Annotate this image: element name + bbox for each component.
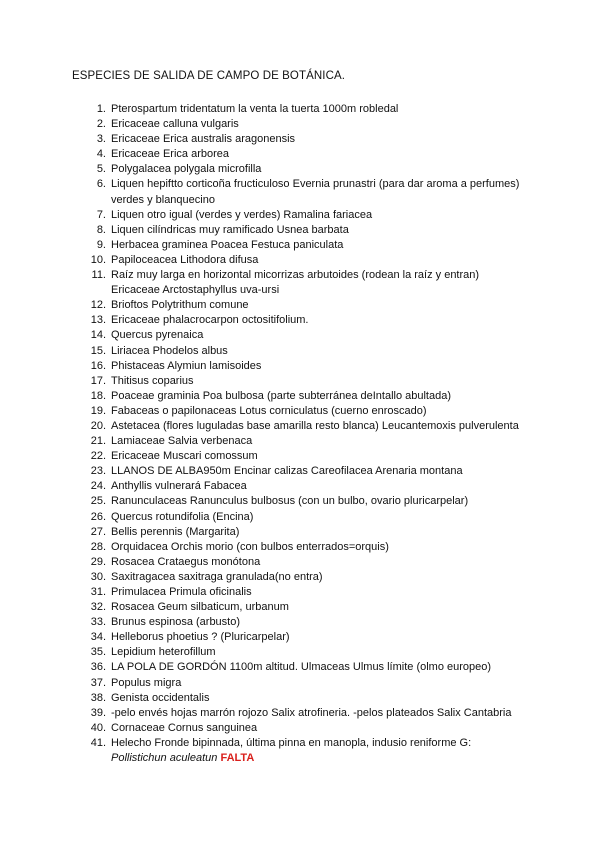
list-item <box>0 238 600 253</box>
list-item-text <box>111 117 531 132</box>
list-item-line: Brioftos Polytrithum comune <box>111 299 249 312</box>
list-item <box>0 736 600 766</box>
list-item <box>0 177 600 207</box>
list-item-text <box>111 449 531 464</box>
list-item-number: 41. <box>90 736 106 749</box>
list-item-line: Liquen otro igual (verdes y verdes) Ramalina fariacea <box>111 208 373 221</box>
list-item-number: 33. <box>90 616 106 629</box>
list-item-number: 32. <box>90 601 106 614</box>
list-item-line: Liquen hepiftto corticoña fructiculoso Evernia prunastri (para dar aroma a perfumes) <box>111 178 520 191</box>
list-item <box>0 328 600 343</box>
list-item-number: 17. <box>90 374 106 387</box>
list-item-number: 21. <box>90 435 106 448</box>
list-item-number: 6. <box>96 178 106 191</box>
list-item-number: 23. <box>90 465 106 478</box>
list-item-number: 25. <box>90 495 106 508</box>
list-item <box>0 645 600 660</box>
list-item <box>0 555 600 570</box>
list-item <box>0 525 600 540</box>
list-item-number: 29. <box>90 555 106 568</box>
list-item-line: LLANOS DE ALBA950m Encinar calizas Careofilacea Arenaria montana <box>111 465 463 478</box>
list-item-text <box>111 328 531 343</box>
list-item-line: Primulacea Primula oficinalis <box>111 586 252 598</box>
list-item-continuation: Ericaceae Arctostaphyllus uva-ursi <box>111 284 280 297</box>
list-item-text <box>111 344 531 359</box>
list-item-number: 14. <box>90 329 106 342</box>
list-item-line: Helecho Fronde bipinnada, última pinna en manopla, indusio reniforme G: <box>111 736 472 749</box>
list-item-line: Ericaceae Erica arborea <box>111 148 230 161</box>
list-item-text <box>111 132 531 147</box>
list-item <box>0 721 600 736</box>
list-item <box>0 419 600 434</box>
list-item-line: LA POLA DE GORDÓN 1100m altitud. Ulmaceas Ulmus límite (olmo europeo) <box>111 661 492 674</box>
species-list <box>0 102 600 766</box>
list-item-text <box>111 479 531 494</box>
list-item-text <box>111 298 531 313</box>
list-item-line: -pelo envés hojas marrón rojozo Salix atrofineria. -pelos plateados Salix Cantabria <box>111 706 512 719</box>
list-item-number: 5. <box>96 163 106 176</box>
list-item-text <box>111 691 531 706</box>
list-item-line: Lepidium heterofillum <box>111 646 216 659</box>
list-item-text <box>111 419 531 434</box>
list-item <box>0 585 600 600</box>
list-item-number: 28. <box>90 540 106 553</box>
list-item-number: 38. <box>90 691 106 704</box>
list-item <box>0 268 600 298</box>
list-item-number: 27. <box>90 525 106 538</box>
list-item-number: 10. <box>90 253 106 266</box>
list-item-number: 15. <box>90 344 106 357</box>
list-item-text <box>111 676 531 691</box>
list-item-line: Poaceae graminia Poa bulbosa (parte subterránea deIntallo abultada) <box>111 389 452 402</box>
list-item <box>0 223 600 238</box>
list-item-line: Genista occidentalis <box>111 691 210 704</box>
list-item-number: 16. <box>90 359 106 372</box>
list-item-line: Ericaceae Erica australis aragonensis <box>111 133 296 146</box>
list-item-line: Saxitragacea saxitraga granulada(no entra) <box>111 570 323 583</box>
list-item-text <box>111 600 531 615</box>
list-item-text <box>111 525 531 540</box>
list-item <box>0 359 600 374</box>
list-item-line: Ericaceae phalacrocarpon octositifolium. <box>111 314 309 327</box>
list-item-number: 11. <box>91 269 106 282</box>
list-item-line: Liriacea Phodelos albus <box>111 344 228 357</box>
list-item <box>0 389 600 404</box>
list-item-text <box>111 540 531 555</box>
list-item-line: Polygalacea polygala microfilla <box>111 163 262 176</box>
list-item-text <box>111 555 531 570</box>
list-item-line: Brunus espinosa (arbusto) <box>111 616 241 629</box>
list-item <box>0 404 600 419</box>
list-item-number: 19. <box>90 404 106 417</box>
list-item-text <box>111 736 531 766</box>
list-item <box>0 162 600 177</box>
list-item-text <box>111 268 531 298</box>
list-item-number: 9. <box>96 238 106 251</box>
list-item <box>0 600 600 615</box>
list-item-line: Ranunculaceas Ranunculus bulbosus (con un bulbo, ovario pluricarpelar) <box>111 495 469 508</box>
list-item-number: 20. <box>90 419 106 432</box>
list-item <box>0 570 600 585</box>
list-item-text <box>111 313 531 328</box>
list-item <box>0 208 600 223</box>
list-item-text <box>111 223 531 238</box>
list-item-text <box>111 389 531 404</box>
list-item-text <box>111 434 531 449</box>
list-item-number: 13. <box>90 314 106 327</box>
list-item-line: Orquidacea Orchis morio (con bulbos enterrados=orquis) <box>111 540 389 553</box>
list-item <box>0 706 600 721</box>
list-item-line: Ericaceae calluna vulgaris <box>111 118 239 131</box>
list-item-text <box>111 510 531 525</box>
list-item-number: 31. <box>90 586 106 598</box>
list-item-line: Pterospartum tridentatum la venta la tuerta 1000m robledal <box>111 103 399 115</box>
list-item-number: 1. <box>96 103 106 115</box>
list-item-number: 39. <box>90 706 106 719</box>
list-item <box>0 117 600 132</box>
list-item-text <box>111 162 531 177</box>
list-item <box>0 102 600 117</box>
list-item-text <box>111 585 531 600</box>
list-item <box>0 464 600 479</box>
list-item-text <box>111 177 531 207</box>
list-item-line: Populus migra <box>111 676 182 689</box>
list-item-number: 3. <box>96 133 106 146</box>
list-item-line: Thitisus coparius <box>111 374 194 387</box>
list-item-continuation <box>111 751 531 766</box>
list-item-text <box>111 374 531 389</box>
list-item-line: Papiloceacea Lithodora difusa <box>111 253 259 266</box>
list-item-text <box>111 630 531 645</box>
missing-flag: FALTA <box>220 752 255 765</box>
list-item <box>0 510 600 525</box>
list-item-line: Lamiaceae Salvia verbenaca <box>111 435 253 448</box>
list-item-number: 36. <box>90 661 106 674</box>
scientific-name: Pollistichun aculeatun <box>111 752 218 765</box>
list-item-number: 4. <box>96 148 106 161</box>
list-item-text <box>111 721 531 736</box>
list-item-text <box>111 660 531 675</box>
document-title: ESPECIES DE SALIDA DE CAMPO DE BOTÁNICA. <box>72 70 346 82</box>
list-item <box>0 630 600 645</box>
list-item-text <box>111 102 531 117</box>
list-item <box>0 676 600 691</box>
list-item <box>0 660 600 675</box>
list-item-text <box>111 706 531 721</box>
list-item-number: 12. <box>90 299 106 312</box>
list-item <box>0 298 600 313</box>
list-item-number: 24. <box>90 480 106 493</box>
list-item <box>0 479 600 494</box>
list-item-number: 8. <box>96 223 106 236</box>
list-item-line: Astetacea (flores luguladas base amarilla resto blanca) Leucantemoxis pulverulenta <box>111 419 519 432</box>
list-item-text <box>111 570 531 585</box>
list-item <box>0 132 600 147</box>
list-item <box>0 615 600 630</box>
list-item <box>0 253 600 268</box>
list-item-text <box>111 494 531 509</box>
list-item-line: Raíz muy larga en horizontal micorrizas arbutoides (rodean la raíz y entran) <box>111 269 480 282</box>
list-item <box>0 540 600 555</box>
list-item-text <box>111 645 531 660</box>
list-item <box>0 449 600 464</box>
list-item-line: Herbacea graminea Poacea Festuca paniculata <box>111 238 344 251</box>
list-item <box>0 434 600 449</box>
list-item <box>0 691 600 706</box>
list-item-line: Ericaceae Muscari comossum <box>111 450 258 463</box>
list-item-line: Fabaceas o papilonaceas Lotus corniculatus (cuerno enroscado) <box>111 404 427 417</box>
list-item-line: Rosacea Geum silbaticum, urbanum <box>111 601 289 614</box>
list-item-text <box>111 359 531 374</box>
list-item-line: Helleborus phoetius ? (Pluricarpelar) <box>111 631 290 644</box>
list-item-number: 22. <box>90 450 106 463</box>
list-item <box>0 147 600 162</box>
list-item-text <box>111 253 531 268</box>
list-item-number: 26. <box>90 510 106 523</box>
list-item-number: 37. <box>90 676 106 689</box>
list-item-continuation: verdes y blanquecino <box>111 193 215 206</box>
list-item-text <box>111 464 531 479</box>
list-item-text <box>111 615 531 630</box>
list-item-line: Anthyllis vulnerará Fabacea <box>111 480 247 493</box>
list-item-text <box>111 238 531 253</box>
list-item-line: Quercus rotundifolia (Encina) <box>111 510 254 523</box>
list-item <box>0 344 600 359</box>
list-item-number: 2. <box>96 118 106 131</box>
list-item-number: 18. <box>90 389 106 402</box>
list-item-text <box>111 404 531 419</box>
list-item-number: 34. <box>90 631 106 644</box>
list-item-line: Rosacea Crataegus monótona <box>111 555 261 568</box>
list-item-line: Bellis perennis (Margarita) <box>111 525 240 538</box>
list-item-number: 40. <box>90 721 106 734</box>
list-item-number: 35. <box>90 646 106 659</box>
list-item-line: Phistaceas Alymiun lamisoides <box>111 359 262 372</box>
list-item-line: Liquen cilíndricas muy ramificado Usnea barbata <box>111 223 349 236</box>
list-item-text <box>111 147 531 162</box>
list-item-line: Quercus pyrenaica <box>111 329 204 342</box>
list-item <box>0 374 600 389</box>
list-item-text <box>111 208 531 223</box>
list-item <box>0 313 600 328</box>
list-item-line: Cornaceae Cornus sanguinea <box>111 721 258 734</box>
list-item <box>0 494 600 509</box>
list-item-number: 7. <box>96 208 106 221</box>
list-item-number: 30. <box>90 570 106 583</box>
